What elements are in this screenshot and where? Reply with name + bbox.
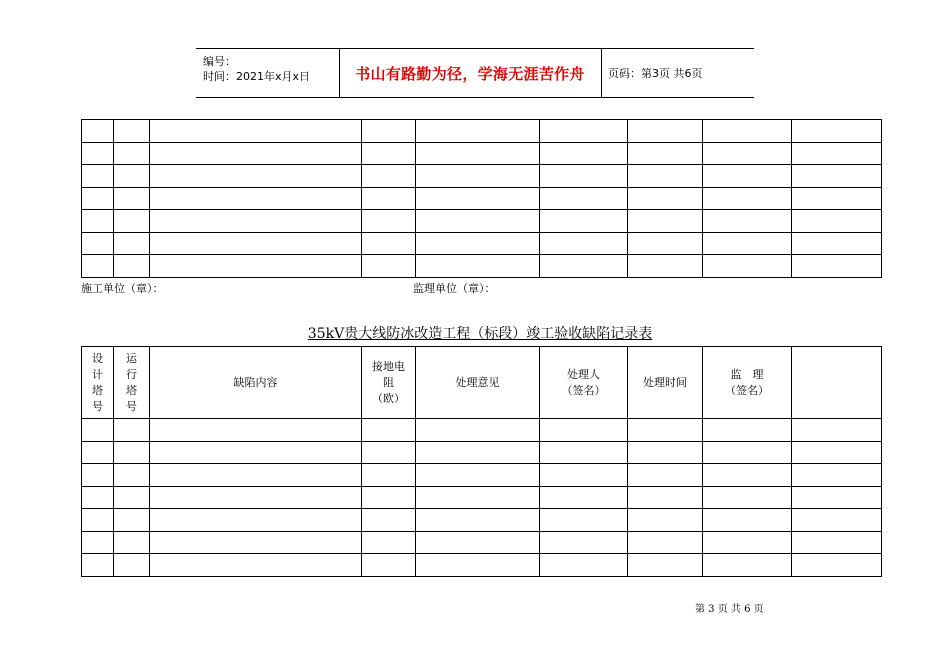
table-cell	[114, 554, 150, 577]
col-supervisor	[703, 347, 792, 419]
table-cell	[540, 486, 628, 509]
col-design-tower-char: 计	[92, 367, 103, 381]
table-cell	[540, 441, 628, 464]
table-row	[82, 509, 882, 532]
col-defect-content: 缺陷内容	[150, 347, 362, 419]
col-ground-resistance-line: 阻	[383, 375, 394, 389]
col-ground-resistance-line: 接地电	[372, 359, 405, 373]
table-cell	[150, 232, 362, 255]
table-cell	[362, 464, 416, 487]
table-cell	[540, 232, 628, 255]
table-cell	[628, 464, 703, 487]
table-cell	[416, 165, 540, 188]
col-operating-tower-char: 行	[126, 367, 137, 381]
table-cell	[540, 187, 628, 210]
col-handler	[540, 347, 628, 419]
table-cell	[150, 142, 362, 165]
table-cell	[792, 554, 882, 577]
table-cell	[416, 419, 540, 442]
table-cell	[540, 509, 628, 532]
table-cell	[150, 554, 362, 577]
table-cell	[628, 554, 703, 577]
header-motto: 书山有路勤为径，学海无涯苦作舟	[355, 64, 585, 83]
table-cell	[628, 486, 703, 509]
table-cell	[703, 232, 792, 255]
table-cell	[703, 120, 792, 143]
table-row	[82, 531, 882, 554]
table-cell	[362, 509, 416, 532]
table-cell	[540, 419, 628, 442]
table-cell	[703, 419, 792, 442]
table-cell	[82, 486, 114, 509]
table-cell	[416, 210, 540, 233]
table-cell	[416, 255, 540, 278]
table-cell	[792, 464, 882, 487]
table-cell	[703, 464, 792, 487]
table-cell	[703, 210, 792, 233]
table-cell	[628, 120, 703, 143]
table-cell	[150, 531, 362, 554]
table-cell	[362, 531, 416, 554]
table-cell	[362, 165, 416, 188]
table-cell	[540, 165, 628, 188]
table-cell	[416, 531, 540, 554]
table-cell	[150, 419, 362, 442]
table-cell	[150, 187, 362, 210]
table-header-row	[82, 347, 882, 419]
document-time: 时间：2021年x月x日	[203, 70, 311, 83]
col-operating-tower	[114, 347, 150, 419]
table-row	[82, 120, 882, 143]
col-design-tower-char: 塔	[92, 383, 103, 397]
table-cell	[628, 165, 703, 188]
table-cell	[82, 255, 114, 278]
table-title-text: 35kV贵大线防冰改造工程（标段）竣工验收缺陷记录表	[307, 326, 653, 342]
col-design-tower-char: 设	[92, 351, 103, 365]
col-operating-tower-char: 号	[126, 399, 137, 413]
table-cell	[82, 142, 114, 165]
table-cell	[792, 441, 882, 464]
table-cell	[628, 419, 703, 442]
table-cell	[362, 554, 416, 577]
table-cell	[792, 486, 882, 509]
header-page-number: 页码：第3页 共6页	[608, 67, 703, 80]
col-handler-line: （签名）	[561, 383, 606, 397]
table-cell	[362, 486, 416, 509]
table-cell	[628, 441, 703, 464]
table-cell	[150, 464, 362, 487]
table-cell	[114, 486, 150, 509]
table-cell	[703, 255, 792, 278]
table-cell	[703, 531, 792, 554]
col-operating-tower-char: 塔	[126, 383, 137, 397]
table-cell	[792, 187, 882, 210]
table-row	[82, 165, 882, 188]
table-cell	[82, 419, 114, 442]
col-supervisor-line: 监 理	[730, 367, 764, 381]
table-cell	[416, 187, 540, 210]
table-cell	[703, 187, 792, 210]
table-cell	[114, 165, 150, 188]
col-operating-tower-char: 运	[126, 351, 137, 365]
table-row	[82, 554, 882, 577]
table-cell	[114, 464, 150, 487]
table-cell	[82, 554, 114, 577]
table-cell	[150, 165, 362, 188]
table-cell	[114, 255, 150, 278]
table-cell	[416, 464, 540, 487]
table-cell	[792, 142, 882, 165]
table-cell	[150, 509, 362, 532]
table-cell	[540, 120, 628, 143]
table-cell	[792, 165, 882, 188]
table-cell	[82, 187, 114, 210]
table-cell	[703, 486, 792, 509]
table-cell	[416, 509, 540, 532]
construction-unit-signature: 施工单位（章）：	[81, 282, 164, 295]
col-design-tower-char: 号	[92, 399, 103, 413]
table-cell	[362, 142, 416, 165]
table-cell	[540, 531, 628, 554]
table-cell	[114, 509, 150, 532]
table-row	[82, 232, 882, 255]
table-cell	[82, 232, 114, 255]
table-cell	[362, 232, 416, 255]
table-cell	[150, 210, 362, 233]
table-cell	[82, 210, 114, 233]
table-row	[82, 441, 882, 464]
header-motto-cell	[339, 49, 602, 97]
table-cell	[362, 255, 416, 278]
table-cell	[703, 441, 792, 464]
table-row	[82, 419, 882, 442]
col-supervisor-line: （签名）	[725, 383, 769, 397]
table-cell	[792, 419, 882, 442]
table-title	[80, 323, 880, 343]
table-cell	[82, 165, 114, 188]
header-page-cell	[602, 49, 754, 97]
table-cell	[628, 210, 703, 233]
table-cell	[703, 509, 792, 532]
table-cell	[362, 187, 416, 210]
table-cell	[792, 509, 882, 532]
table-cell	[628, 509, 703, 532]
table-cell	[792, 120, 882, 143]
table-cell	[540, 255, 628, 278]
table-cell	[362, 441, 416, 464]
table-cell	[114, 419, 150, 442]
table-row	[82, 210, 882, 233]
col-ground-resistance	[362, 347, 416, 419]
table-cell	[792, 210, 882, 233]
table-cell	[416, 486, 540, 509]
table-row	[82, 464, 882, 487]
table-cell	[703, 165, 792, 188]
col-extra	[792, 347, 882, 419]
table-cell	[628, 187, 703, 210]
table-cell	[416, 554, 540, 577]
table-cell	[362, 210, 416, 233]
table-cell	[82, 464, 114, 487]
table-row	[82, 187, 882, 210]
table-row	[82, 486, 882, 509]
table-cell	[540, 464, 628, 487]
page-header	[196, 48, 754, 98]
table-cell	[416, 232, 540, 255]
defect-table-continued	[81, 119, 882, 278]
table-cell	[150, 486, 362, 509]
table-cell	[792, 531, 882, 554]
defect-record-table	[81, 346, 882, 577]
table-cell	[82, 120, 114, 143]
table-cell	[114, 142, 150, 165]
table-cell	[540, 142, 628, 165]
table-cell	[114, 441, 150, 464]
table-cell	[362, 419, 416, 442]
supervision-unit-signature: 监理单位（章）：	[413, 282, 496, 295]
table-cell	[792, 255, 882, 278]
page-footer: 第 3 页 共 6 页	[695, 604, 764, 615]
header-meta	[196, 49, 340, 97]
col-ground-resistance-line: （欧）	[372, 391, 405, 405]
table-cell	[540, 210, 628, 233]
table-cell	[628, 232, 703, 255]
table-cell	[114, 531, 150, 554]
table-cell	[82, 441, 114, 464]
table-row	[82, 142, 882, 165]
table-cell	[82, 509, 114, 532]
table-cell	[150, 120, 362, 143]
col-handling-opinion: 处理意见	[416, 347, 540, 419]
col-handling-time: 处理时间	[628, 347, 703, 419]
table-cell	[416, 120, 540, 143]
table-cell	[628, 142, 703, 165]
col-handler-line: 处理人	[567, 367, 600, 381]
table-cell	[114, 120, 150, 143]
table-cell	[628, 531, 703, 554]
col-design-tower	[82, 347, 114, 419]
document-number: 编号：	[203, 55, 236, 68]
table-cell	[150, 441, 362, 464]
table-cell	[703, 554, 792, 577]
table-cell	[114, 187, 150, 210]
table-cell	[114, 210, 150, 233]
table-cell	[150, 255, 362, 278]
table-cell	[362, 120, 416, 143]
table-cell	[82, 531, 114, 554]
table-cell	[540, 554, 628, 577]
table-cell	[114, 232, 150, 255]
table-cell	[416, 142, 540, 165]
table-cell	[416, 441, 540, 464]
table-cell	[792, 232, 882, 255]
table-cell	[628, 255, 703, 278]
table-cell	[703, 142, 792, 165]
table-row	[82, 255, 882, 278]
